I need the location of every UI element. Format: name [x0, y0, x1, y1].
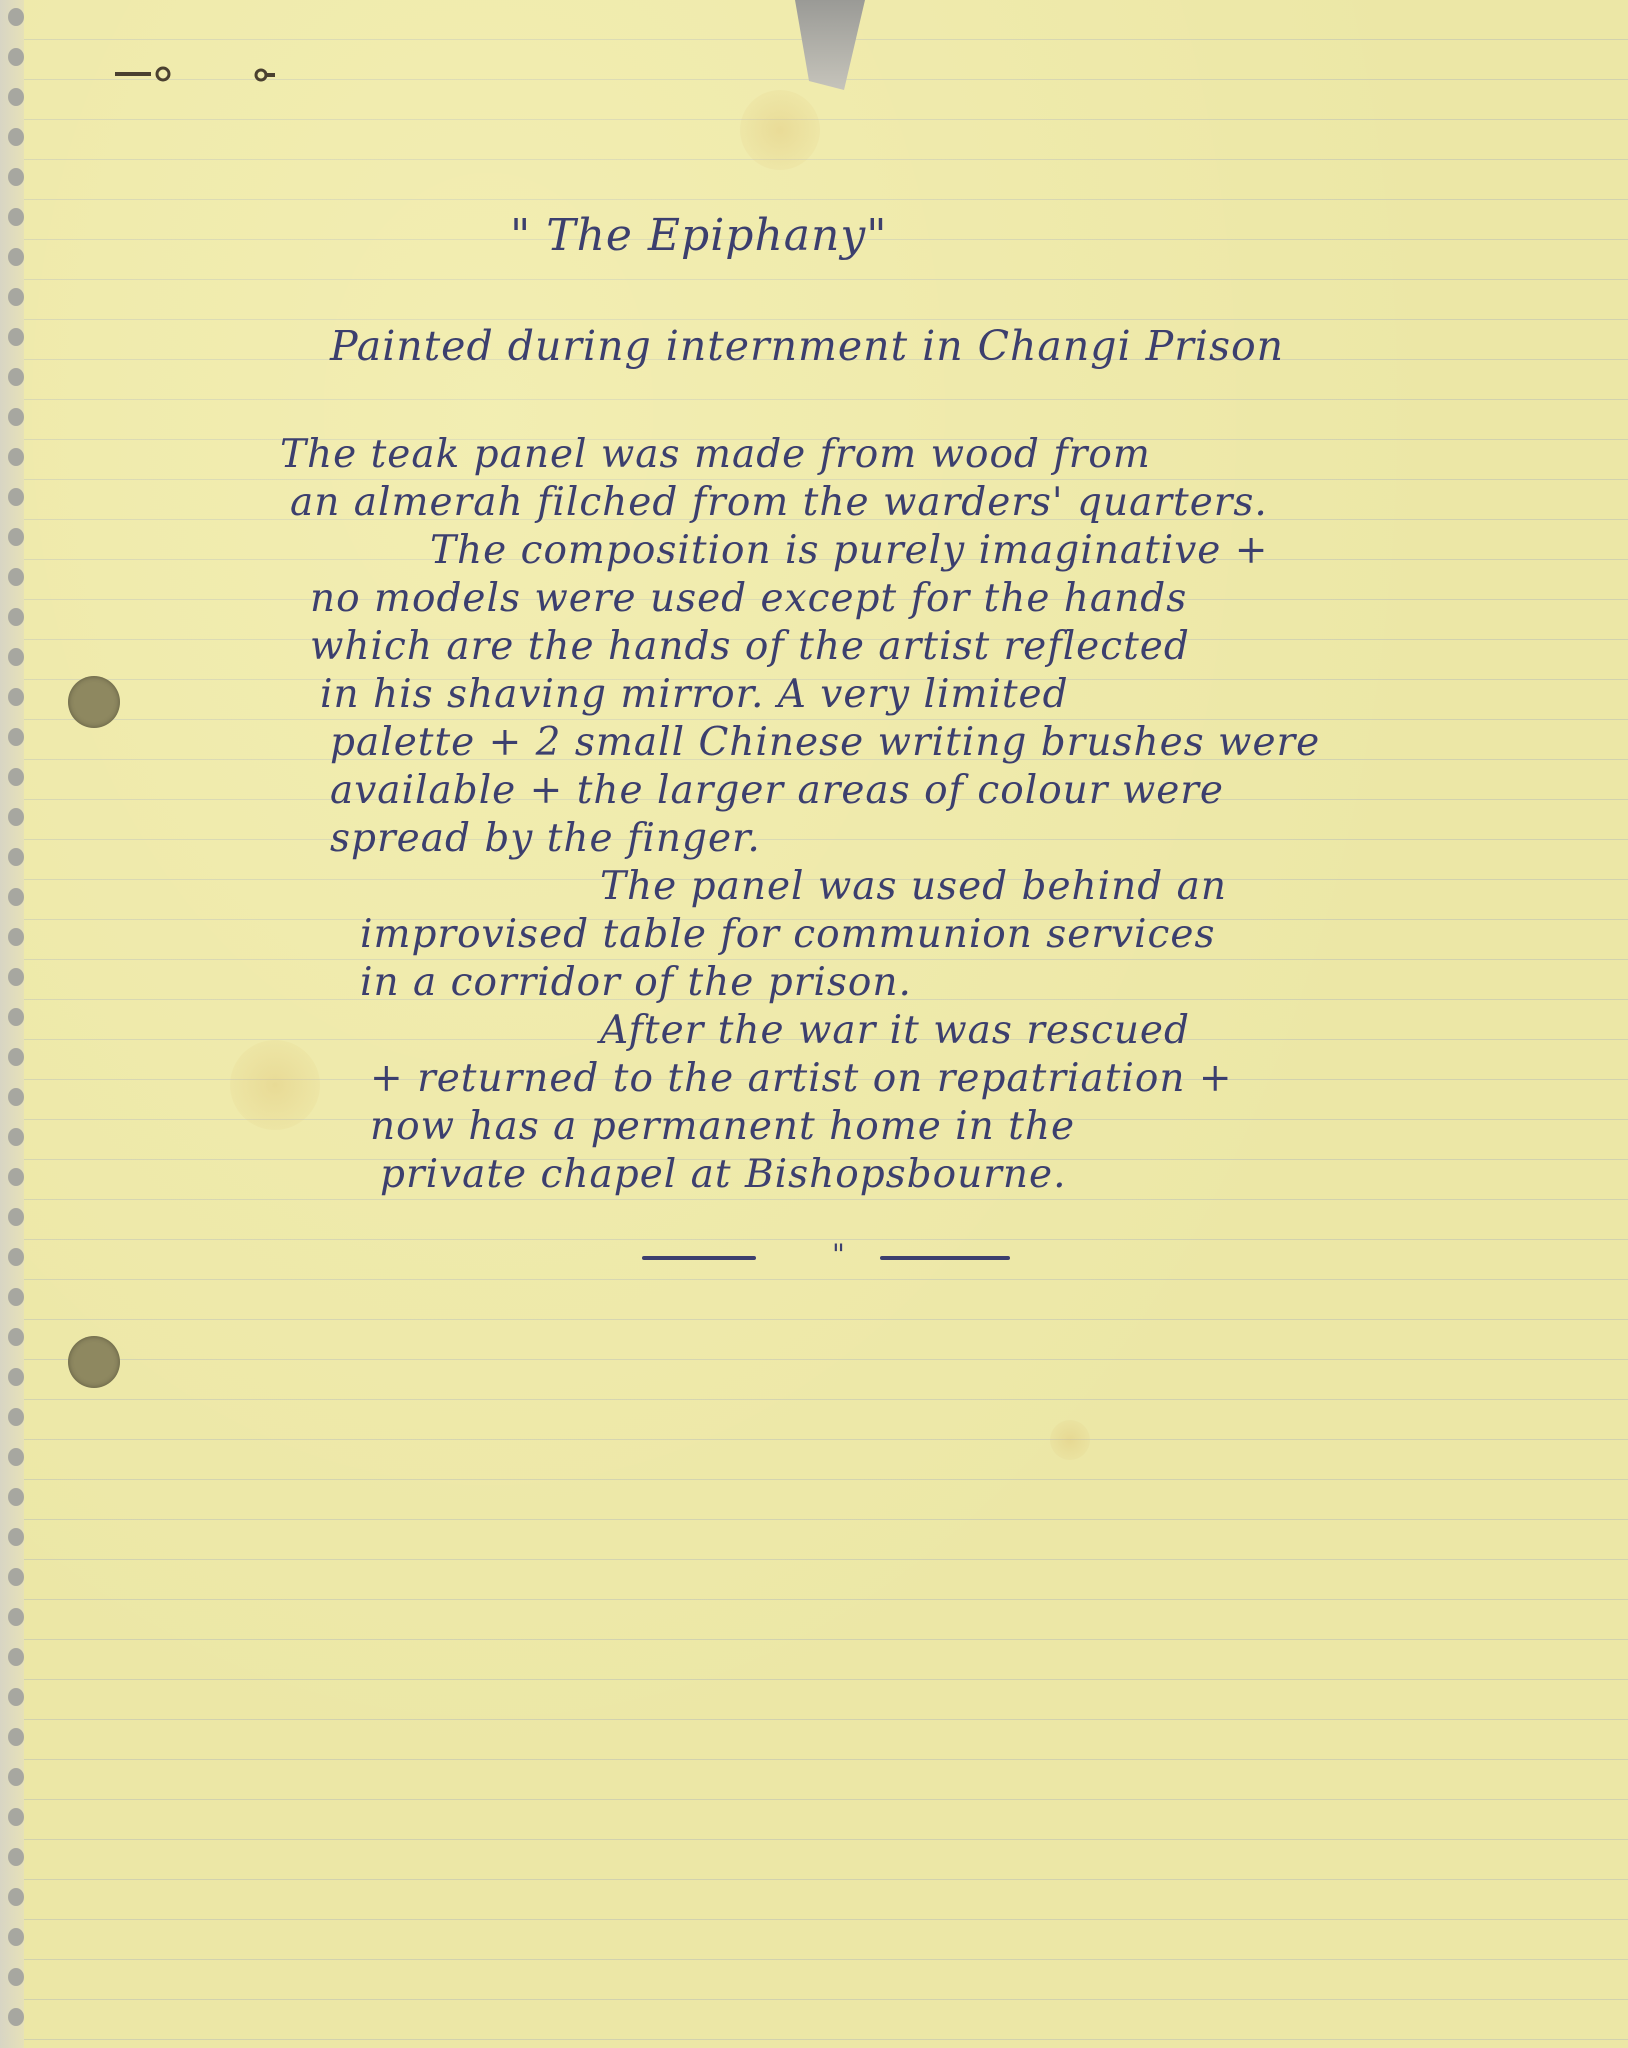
perforation-dot [8, 968, 24, 986]
perforation-dot [8, 1608, 24, 1626]
perforation-dot [8, 1648, 24, 1666]
perforation-dot [8, 328, 24, 346]
perforation-dot [8, 168, 24, 186]
perforation-dot [8, 1768, 24, 1786]
body-line: palette + 2 small Chinese writing brushes were [330, 720, 1321, 765]
body-line: in a corridor of the prison. [360, 960, 912, 1005]
perforation-dot [8, 1688, 24, 1706]
body-line: The composition is purely imaginative + [430, 528, 1269, 573]
perforation-dot [8, 568, 24, 586]
perforation-dot [8, 1048, 24, 1066]
body-line: in his shaving mirror. A very limited [320, 672, 1069, 717]
perforation-dot [8, 448, 24, 466]
perforation-dot [8, 1408, 24, 1426]
perforation-dot [8, 248, 24, 266]
body-line: After the war it was rescued [600, 1008, 1190, 1053]
perforation-dot [8, 1928, 24, 1946]
perforation-dot [8, 1968, 24, 1986]
tape-residue [795, 0, 865, 90]
perforation-dot [8, 1728, 24, 1746]
document-title: " The Epiphany" [510, 210, 888, 261]
perforation-dot [8, 8, 24, 26]
body-line: no models were used except for the hands [310, 576, 1188, 621]
perforation-dot [8, 1848, 24, 1866]
perforation-dot [8, 1128, 24, 1146]
perforation-dot [8, 1208, 24, 1226]
perforation-dot [8, 728, 24, 746]
perforation-dot [8, 1088, 24, 1106]
perforation-dot [8, 1488, 24, 1506]
perforation-dot [8, 768, 24, 786]
perforation-dot [8, 128, 24, 146]
perforation-dot [8, 528, 24, 546]
perforation-dot [8, 208, 24, 226]
perforation-dot [8, 1808, 24, 1826]
perforation-dot [8, 1168, 24, 1186]
perforation-dot [8, 608, 24, 626]
stain [1050, 1420, 1090, 1460]
divider-left [642, 1256, 756, 1260]
perforation-dot [8, 408, 24, 426]
perforated-edge [4, 0, 28, 2048]
body-line: private chapel at Bishopsbourne. [380, 1152, 1067, 1197]
perforation-dot [8, 88, 24, 106]
body-line: which are the hands of the artist reflected [310, 624, 1190, 669]
binder-hole [68, 676, 120, 728]
perforation-dot [8, 288, 24, 306]
perforation-dot [8, 928, 24, 946]
body-line: an almerah filched from the warders' quarters. [290, 480, 1268, 525]
perforation-dot [8, 368, 24, 386]
perforation-dot [8, 1288, 24, 1306]
body-line: + returned to the artist on repatriation + [370, 1056, 1233, 1101]
perforation-dot [8, 2008, 24, 2026]
body-line: spread by the finger. [330, 816, 761, 861]
perforation-dot [8, 848, 24, 866]
body-line: now has a permanent home in the [370, 1104, 1076, 1149]
perforation-dot [8, 1448, 24, 1466]
body-line: The teak panel was made from wood from [280, 432, 1151, 477]
divider-mark: " [832, 1238, 845, 1271]
perforation-dot [8, 1888, 24, 1906]
stain [740, 90, 820, 170]
perforation-dot [8, 808, 24, 826]
perforation-dot [8, 1248, 24, 1266]
body-line: improvised table for communion services [360, 912, 1216, 957]
perforation-dot [8, 648, 24, 666]
divider-right [880, 1256, 1010, 1260]
body-line: available + the larger areas of colour were [330, 768, 1225, 813]
body-line: The panel was used behind an [600, 864, 1227, 909]
perforation-dot [8, 1008, 24, 1026]
perforation-dot [8, 1568, 24, 1586]
perforation-dot [8, 488, 24, 506]
perforation-dot [8, 688, 24, 706]
binder-hole [68, 1336, 120, 1388]
perforation-dot [8, 1368, 24, 1386]
stain [230, 1040, 320, 1130]
perforation-dot [8, 1328, 24, 1346]
document-subtitle: Painted during internment in Changi Prison [330, 322, 1285, 370]
perforation-dot [8, 1528, 24, 1546]
perforation-dot [8, 48, 24, 66]
perforation-dot [8, 888, 24, 906]
ink-marks [115, 60, 305, 90]
